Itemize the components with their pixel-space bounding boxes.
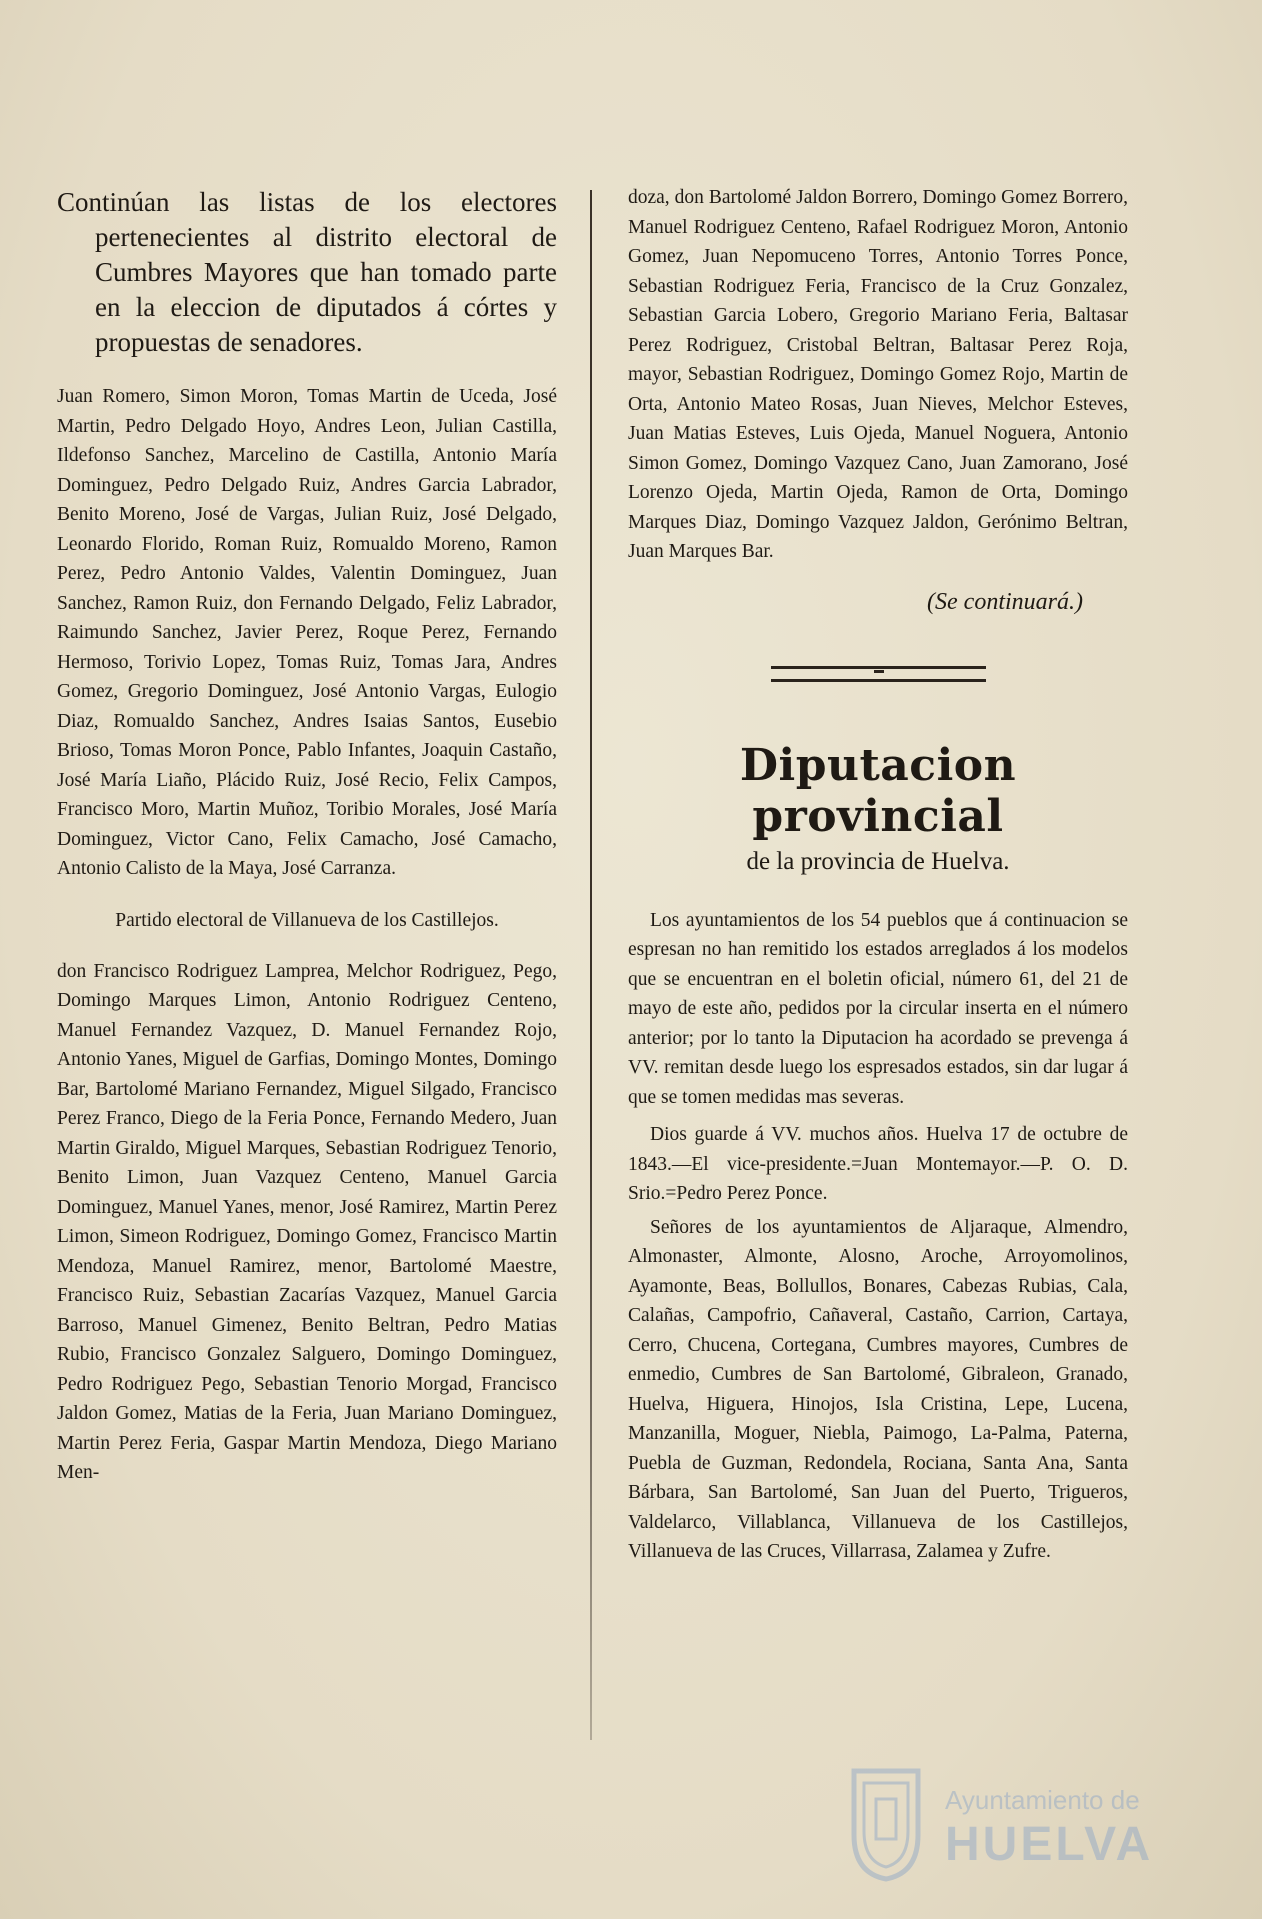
intro-paragraph: Continúan las listas de los electores pertenecientes al distrito electoral de Cumbres Mayores que han tomado parte en la eleccion de diputados á córtes y propuestas de senadores. bbox=[57, 187, 557, 357]
coat-of-arms-icon bbox=[850, 1765, 922, 1883]
heading-diputacion: Diputacion provincial bbox=[739, 739, 1017, 842]
ayuntamientos-list: Señores de los ayuntamientos de Aljaraque, Almendro, Almonaster, Almonte, Alosno, Aroche, Arroyomolinos, Ayamonte, Beas, Bollullos, Bonares, Cabezas Rubias, Cala, Calañas, Campofrio, Cañaveral, Castaño, Carrion, Cartaya, Cerro, Chucena, Cortegana, Cumbres mayores, Cumbres de enmedio, Cumbres de San Bartolomé, Gibraleon, Granado, Huelva, Higuera, Hinojos, Isla Cristina, Lepe, Lucena, Manzanilla, Moguer, Niebla, Paimogo, La-Palma, Paterna, Puebla de Guzman, Redondela, Rociana, Santa Ana, Santa Bárbara, San Bartolomé, San Juan del Puerto, Trigueros, Valdelarco, Villablanca, Villanueva de los Castillejos, Villanueva de las Cruces, Villarrasa, Zalamea y Zufre. bbox=[628, 1216, 1128, 1562]
notice-paragraph: Los ayuntamientos de los 54 pueblos que á continuacion se espresan no han remitido los estados arreglados á los modelos que se encuentran en el boletin oficial, número 61, del 21 de mayo de este año, pedidos por la circular inserta en el número anterior; por lo tanto la Diputacion ha acordado se prevenga á VV. remitan desde luego los espresados estados, sin dar lugar á que se tomen medidas mas severas. bbox=[628, 909, 1128, 1108]
right-column bbox=[628, 185, 1128, 1589]
section-title-villanueva: Partido electoral de Villanueva de los Castillejos. bbox=[115, 909, 499, 931]
watermark-line1: Ayuntamiento de bbox=[945, 1785, 1140, 1815]
elector-list-villanueva: don Francisco Rodriguez Lamprea, Melchor Rodriguez, Pego, Domingo Marques Limon, Antonio Rodriguez Centeno, Manuel Fernandez Vazquez, D. Manuel Fernandez Rojo, Antonio Yanes, Miguel de Garfias, Domingo Montes, Domingo Bar, Bartolomé Mariano Fernandez, Miguel Silgado, Francisco Perez Franco, Diego de la Feria Ponce, Fernando Medero, Juan Martin Giraldo, Miguel Marques, Sebastian Rodriguez Tenorio, Benito Limon, Juan Vazquez Centeno, Manuel Garcia Dominguez, Manuel Yanes, menor, José Ramirez, Martin Perez Limon, Simeon Rodriguez, Domingo Gomez, Francisco Martin Mendoza, Manuel Ramirez, menor, Bartolomé Maestre, Francisco Ruiz, Sebastian Zacarías Vazquez, Manuel Garcia Barroso, Manuel Gimenez, Benito Beltran, Pedro Matias Rubio, Francisco Gonzalez Salguero, Domingo Dominguez, Pedro Rodriguez Pego, Sebastian Tenorio Morgad, Francisco Jaldon Gomez, Matias de la Feria, Juan Mariano Dominguez, Martin Perez Feria, Gaspar Martin Mendoza, Diego Mariano Men- bbox=[57, 960, 557, 1483]
elector-list-continued: doza, don Bartolomé Jaldon Borrero, Domingo Gomez Borrero, Manuel Rodriguez Centeno, Rafael Rodriguez Moron, Antonio Gomez, Juan Nepomuceno Torres, Antonio Torres Ponce, Sebastian Rodriguez Feria, Francisco de la Cruz Gonzalez, Sebastian Garcia Lobero, Gregorio Mariano Feria, Baltasar Perez Rodriguez, Cristobal Beltran, Baltasar Perez Roja, mayor, Sebastian Rodriguez, Domingo Gomez Rojo, Martin de Orta, Antonio Mateo Rosas, Juan Nieves, Melchor Esteves, Juan Matias Esteves, Luis Ojeda, Manuel Noguera, Antonio Simon Gomez, Domingo Vazquez Cano, Juan Zamorano, José Lorenzo Ojeda, Martin Ojeda, Ramon de Orta, Domingo Marques Diaz, Domingo Vazquez Jaldon, Gerónimo Beltran, Juan Marques Bar. bbox=[628, 187, 1128, 562]
signature-paragraph: Dios guarde á VV. muchos años. Huelva 17 de octubre de 1843.—El vice-presidente.=Juan Montemayor.—P. O. D. Srio.=Pedro Perez Ponce. bbox=[628, 1124, 1128, 1204]
continuation-note: (Se continuará.) bbox=[927, 588, 1083, 615]
archive-watermark bbox=[850, 1765, 1180, 1885]
subheading-provincia: de la provincia de Huelva. bbox=[746, 847, 1010, 875]
column-divider bbox=[590, 190, 592, 1740]
section-divider bbox=[771, 666, 986, 682]
elector-list-cumbres: Juan Romero, Simon Moron, Tomas Martin de Uceda, José Martin, Pedro Delgado Hoyo, Andres Leon, Julian Castilla, Ildefonso Sanchez, Marcelino de Castilla, Antonio María Dominguez, Pedro Delgado Ruiz, Andres Garcia Labrador, Benito Moreno, José de Vargas, Julian Ruiz, José Delgado, Leonardo Florido, Roman Ruiz, Romualdo Moreno, Ramon Perez, Pedro Antonio Valdes, Valentin Dominguez, Juan Sanchez, Ramon Ruiz, don Fernando Delgado, Feliz Labrador, Raimundo Sanchez, Javier Perez, Roque Perez, Fernando Hermoso, Torivio Lopez, Tomas Ruiz, Tomas Jara, Andres Gomez, Gregorio Dominguez, José Antonio Vargas, Eulogio Diaz, Romualdo Sanchez, Andres Isaias Santos, Eusebio Brioso, Tomas Moron Ponce, Pablo Infantes, Joaquin Castaño, José María Liaño, Plácido Ruiz, José Recio, Felix Campos, Francisco Moro, Martin Muñoz, Toribio Morales, José María Dominguez, Victor Cano, Felix Camacho, José Camacho, Antonio Calisto de la Maya, José Carranza. bbox=[57, 386, 557, 879]
watermark-line2: HUELVA bbox=[945, 1818, 1154, 1871]
left-column bbox=[57, 185, 557, 1510]
